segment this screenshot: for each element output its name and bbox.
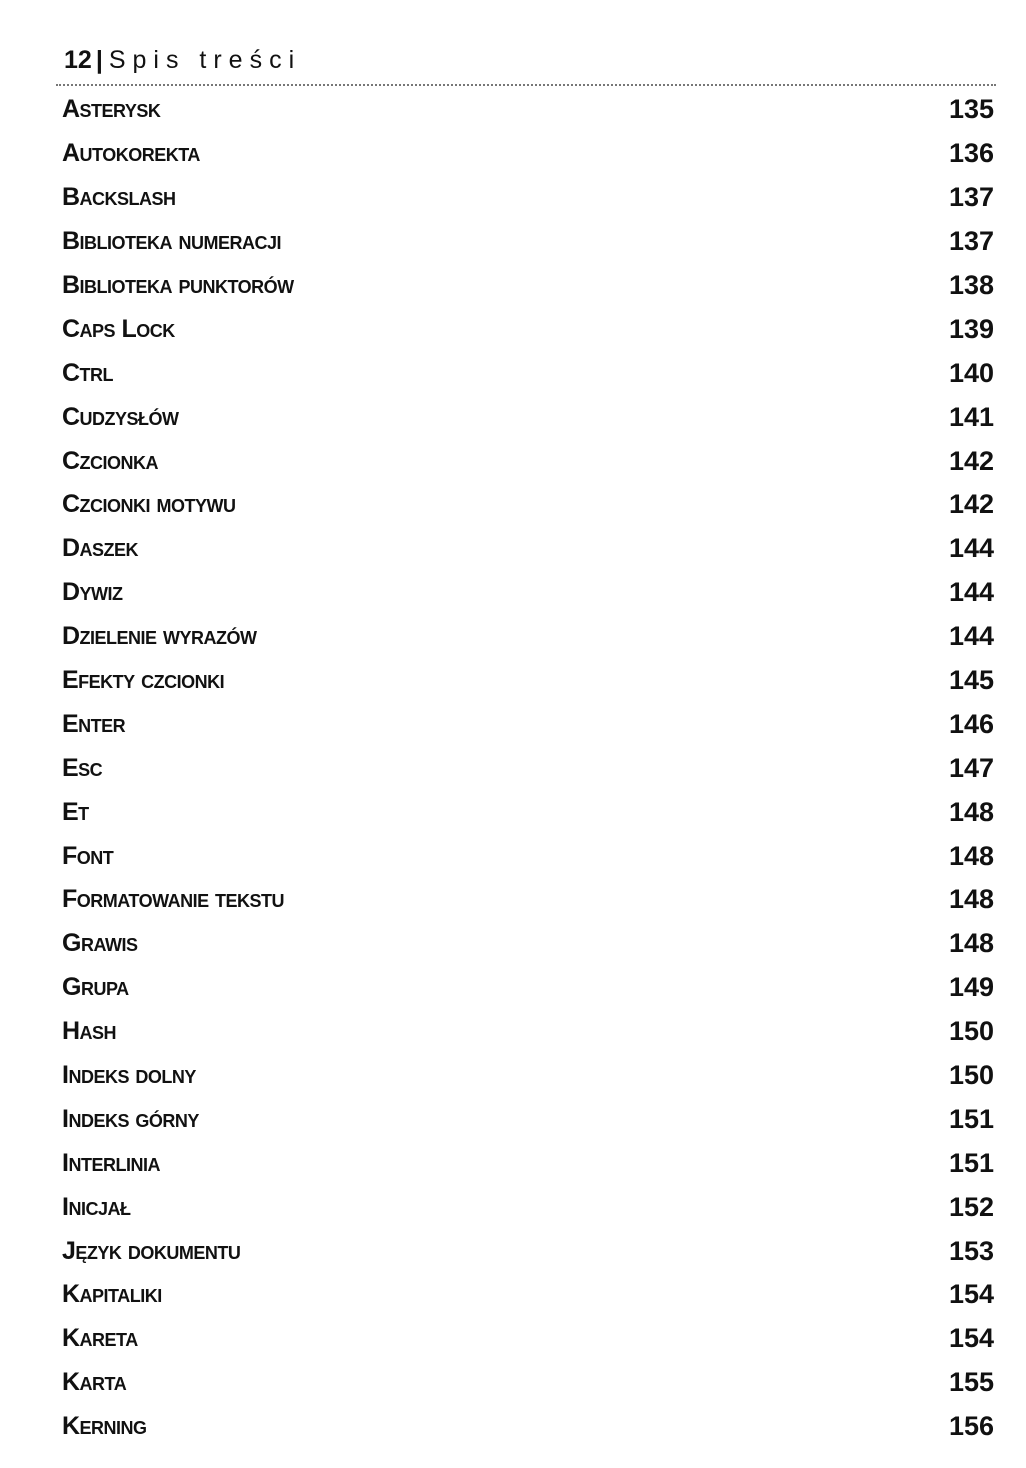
toc-entry-page: 141 [948, 401, 994, 432]
toc-entry-page: 151 [948, 1103, 994, 1134]
toc-entry-label: Hash [62, 1017, 117, 1046]
toc-entry-page: 142 [948, 445, 994, 476]
toc-entry-label: Cudzysłów [62, 402, 179, 431]
toc-entry-page: 140 [948, 357, 994, 388]
toc-entry [62, 88, 994, 132]
toc-entry-label: Esc [62, 753, 103, 782]
toc-entry [62, 834, 994, 878]
header-rule [56, 84, 996, 86]
header-title: Spis treści [108, 46, 302, 74]
toc-entry [62, 1361, 994, 1405]
toc-entry [62, 1273, 994, 1317]
toc-entry-page: 154 [948, 1279, 994, 1310]
toc-entry-page: 152 [948, 1191, 994, 1222]
toc-entry-label: Ctrl [62, 358, 114, 387]
toc-entry-label: Dywiz [62, 578, 123, 607]
toc-entry-page: 144 [948, 533, 994, 564]
toc-entry-label: Język dokumentu [62, 1236, 241, 1265]
toc-entry [62, 746, 994, 790]
toc-entry-page: 153 [948, 1235, 994, 1266]
toc-entry-page: 154 [948, 1323, 994, 1354]
toc-entry [62, 615, 994, 659]
toc-entry-label: Autokorekta [62, 139, 200, 168]
toc-entry-label: Biblioteka punktorów [62, 271, 294, 299]
toc-entry [62, 1054, 994, 1098]
toc-entry [62, 351, 994, 395]
toc-entry [62, 1010, 994, 1054]
toc-entry-label: Czcionki motywu [62, 490, 236, 519]
toc-entry-page: 139 [948, 313, 994, 344]
toc-entry [62, 571, 994, 615]
toc-entry [62, 132, 994, 176]
toc-entry-page: 148 [948, 928, 994, 959]
toc-entry-page: 148 [948, 884, 994, 915]
toc-entry-page: 149 [948, 972, 994, 1003]
toc-entry-label: Indeks dolny [62, 1061, 196, 1090]
toc-entry [62, 1317, 994, 1361]
toc-entry-label: Grawis [62, 929, 138, 958]
toc-entry-page: 137 [948, 226, 994, 257]
toc-entry-page: 156 [948, 1411, 994, 1442]
toc-entry-page: 148 [948, 840, 994, 871]
toc-entry [62, 1405, 994, 1449]
toc-entry-page: 150 [948, 1016, 994, 1047]
page-number: 12 [64, 46, 92, 74]
toc-entry [62, 483, 994, 527]
toc-entry [62, 790, 994, 834]
toc-entry-page: 155 [948, 1367, 994, 1398]
toc-entry [62, 395, 994, 439]
header-separator: | [95, 46, 103, 74]
toc-entry-label: Caps Lock [62, 314, 175, 343]
toc-entry [62, 966, 994, 1010]
toc-entry [62, 1185, 994, 1229]
toc-entry [62, 220, 994, 264]
toc-entry-page: 148 [948, 796, 994, 827]
running-header [64, 46, 301, 75]
toc-entry [62, 702, 994, 746]
toc-entry [62, 307, 994, 351]
toc-entry [62, 659, 994, 703]
toc-entry-label: Backslash [62, 183, 176, 212]
toc-entry-page: 144 [948, 577, 994, 608]
toc-entry-page: 146 [948, 708, 994, 739]
toc-entry-page: 136 [948, 138, 994, 169]
toc-list [62, 88, 994, 1449]
toc-entry-label: Asterysk [62, 95, 161, 124]
toc-entry [62, 1141, 994, 1185]
toc-entry-label: Grupa [62, 973, 129, 1002]
toc-entry-label: Karta [62, 1368, 127, 1397]
toc-entry-page: 147 [948, 752, 994, 783]
toc-entry [62, 264, 994, 308]
toc-entry-label: Kerning [62, 1412, 147, 1441]
toc-entry-label: Indeks górny [62, 1104, 199, 1133]
toc-entry [62, 1097, 994, 1141]
toc-entry-label: Efekty czcionki [62, 666, 225, 695]
toc-entry [62, 878, 994, 922]
toc-entry-label: Font [62, 841, 114, 870]
toc-entry-page: 142 [948, 489, 994, 520]
toc-entry [62, 922, 994, 966]
toc-entry-label: Interlinia [62, 1148, 160, 1177]
toc-entry-label: Kareta [62, 1324, 138, 1353]
toc-entry-page: 138 [948, 270, 994, 300]
toc-entry-label: Dzielenie wyrazów [62, 622, 257, 651]
toc-entry-label: Daszek [62, 534, 139, 563]
toc-entry-label: Czcionka [62, 446, 159, 475]
toc-entry-page: 151 [948, 1147, 994, 1178]
toc-entry [62, 439, 994, 483]
toc-entry [62, 1229, 994, 1273]
toc-entry [62, 176, 994, 220]
toc-entry-page: 137 [948, 182, 994, 213]
toc-entry-label: Enter [62, 709, 126, 738]
toc-entry-label: Formatowanie tekstu [62, 885, 285, 914]
toc-entry-label: Et [62, 797, 89, 826]
toc-entry-page: 135 [948, 94, 994, 125]
toc-entry-page: 144 [948, 621, 994, 652]
toc-entry-label: Kapitaliki [62, 1280, 162, 1309]
toc-entry-page: 150 [948, 1060, 994, 1091]
toc-entry-label: Biblioteka numeracji [62, 227, 282, 256]
toc-entry-label: Inicjał [62, 1192, 131, 1221]
toc-entry-page: 145 [948, 665, 994, 696]
toc-entry [62, 527, 994, 571]
